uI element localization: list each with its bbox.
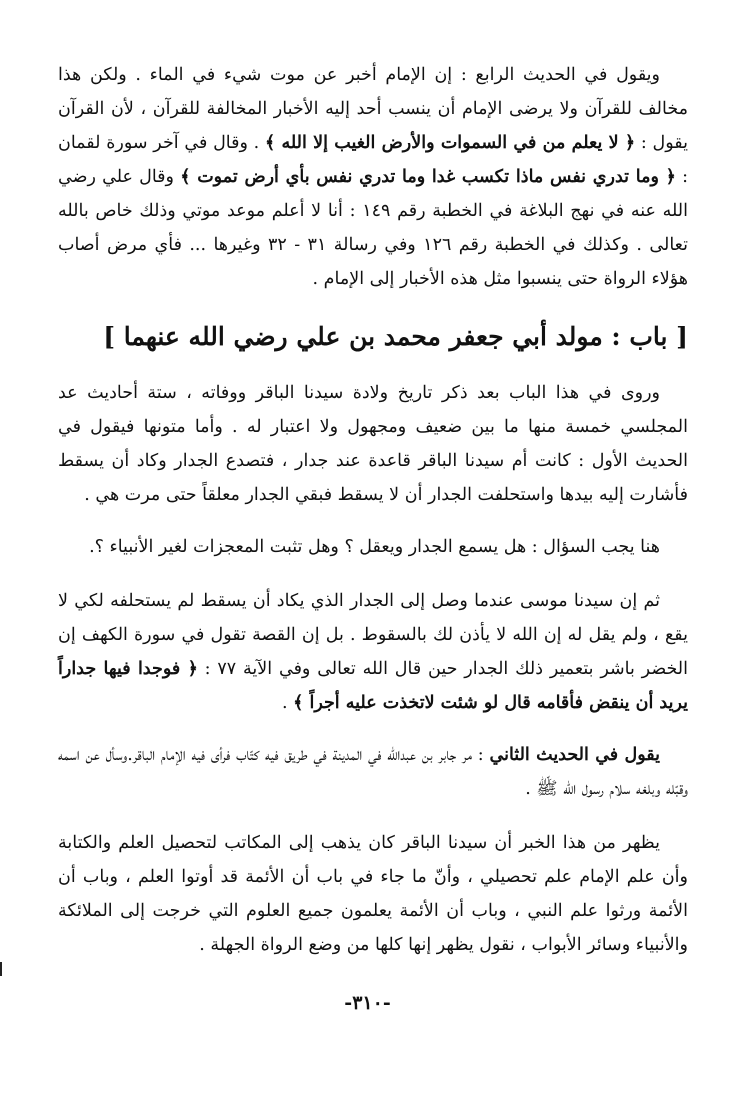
quran-verse-1: ﴿ لا يعلم من في السموات والأرض الغيب إلا الله ﴾ <box>264 133 636 153</box>
page-number: -٣١٠- <box>344 992 391 1014</box>
paragraph-fourth-hadith <box>58 58 688 296</box>
quran-verse-3: ﴿ فوجدا فيها جداراً يريد أن ينقض فأقامه قال لو شئت لاتخذت عليه أجراً ﴾ <box>58 659 688 713</box>
paragraph-conclusion: يظهر من هذا الخبر أن سيدنا الباقر كان يذهب إلى المكاتب لتحصيل العلم والكتابة وأن علم الإمام علم تحصيلي ، وأنّ ما جاء في باب أن الأئمة قد أوتوا العلم ، وباب أن الأئمة ورثوا علم النبي ، وباب أن الأئمة يعلمون جميع العلوم التي خرجت إلى الملائكة والأنبياء وسائر الأبواب ، نقول يظهر إنها كلها من وضع الرواة الجهلة . <box>58 833 688 955</box>
paragraph-text: . وقال في آخر سورة لقمان : <box>58 133 688 187</box>
paragraph-question: هنا يجب السؤال : هل يسمع الجدار ويعقل ؟ وهل تثبت المعجزات لغير الأنبياء ؟. <box>89 537 660 557</box>
paragraph-text: ثم إن سيدنا موسى عندما وصل إلى الجدار الذي يكاد أن يسقط لم يستحلفه لكي لا يقع ، ولم يقل له إن الله لا يأذن لك بالسقوط . بل إن القصة تقول في سورة الكهف إن الخضر باشر بتعمير ذلك الجدار حين قال الله تعالى وفي الآية ٧٧ : <box>58 591 688 679</box>
second-hadith-label: يقول في الحديث الثاني <box>489 745 660 765</box>
margin-mark <box>0 962 2 976</box>
paragraph-text: وقال علي رضي الله عنه في نهج البلاغة في الخطبة رقم ١٤٩ : أنا لا أعلم موعد موتي وذلك خاص بالله تعالى . وكذلك في الخطبة رقم ١٢٦ وفي رسالة ٣١ - ٣٢ وغيرها ... فأي مرض أصاب هؤلاء الرواة حتى ينسبوا مثل هذه الأخبار إلى الإمام . <box>58 167 688 289</box>
quran-verse-2: ﴿ وما تدري نفس ماذا تكسب غدا وما تدري نفس بأي أرض تموت ﴾ <box>180 167 676 187</box>
paragraph-second-hadith <box>58 738 688 806</box>
paragraph-moses-wall <box>58 584 688 720</box>
paragraph-text: . <box>281 693 294 713</box>
paragraph-text: ويقول في الحديث الرابع : إن الإمام أخبر عن موت شيء في الماء . ولكن هذا مخالف للقرآن ولا يرضى الإمام أن ينسب أحد إليه الأخبار المخالفة للقرآن ، لأن القرآن يقول : <box>58 65 688 153</box>
chapter-heading: [ باب : مولد أبي جعفر محمد بن علي رضي الله عنهما ] <box>103 322 688 351</box>
paragraph-text: : مر جابر بن عبدالله في المدينة في طريق فيه كتّاب فرأى فيه الإمام الباقر.وسأل عن اسمه وقبّله وبلغه سلام رسول الله ﷺ . <box>58 745 688 799</box>
page-body <box>58 58 688 962</box>
paragraph-first-hadith: وروى في هذا الباب بعد ذكر تاريخ ولادة سيدنا الباقر ووفاته ، ستة أحاديث عد المجلسي خمسة منها ما بين ضعيف ومجهول ولا اعتبار له . وأما متونها فيقول في الحديث الأول : كانت أم سيدنا الباقر قاعدة عند جدار ، فتصدع الجدار وكاد أن يسقط فأشارت إليه بيدها واستحلفت الجدار أن لا يسقط فبقي الجدار معلقاً حتى مرت هي . <box>58 383 688 505</box>
